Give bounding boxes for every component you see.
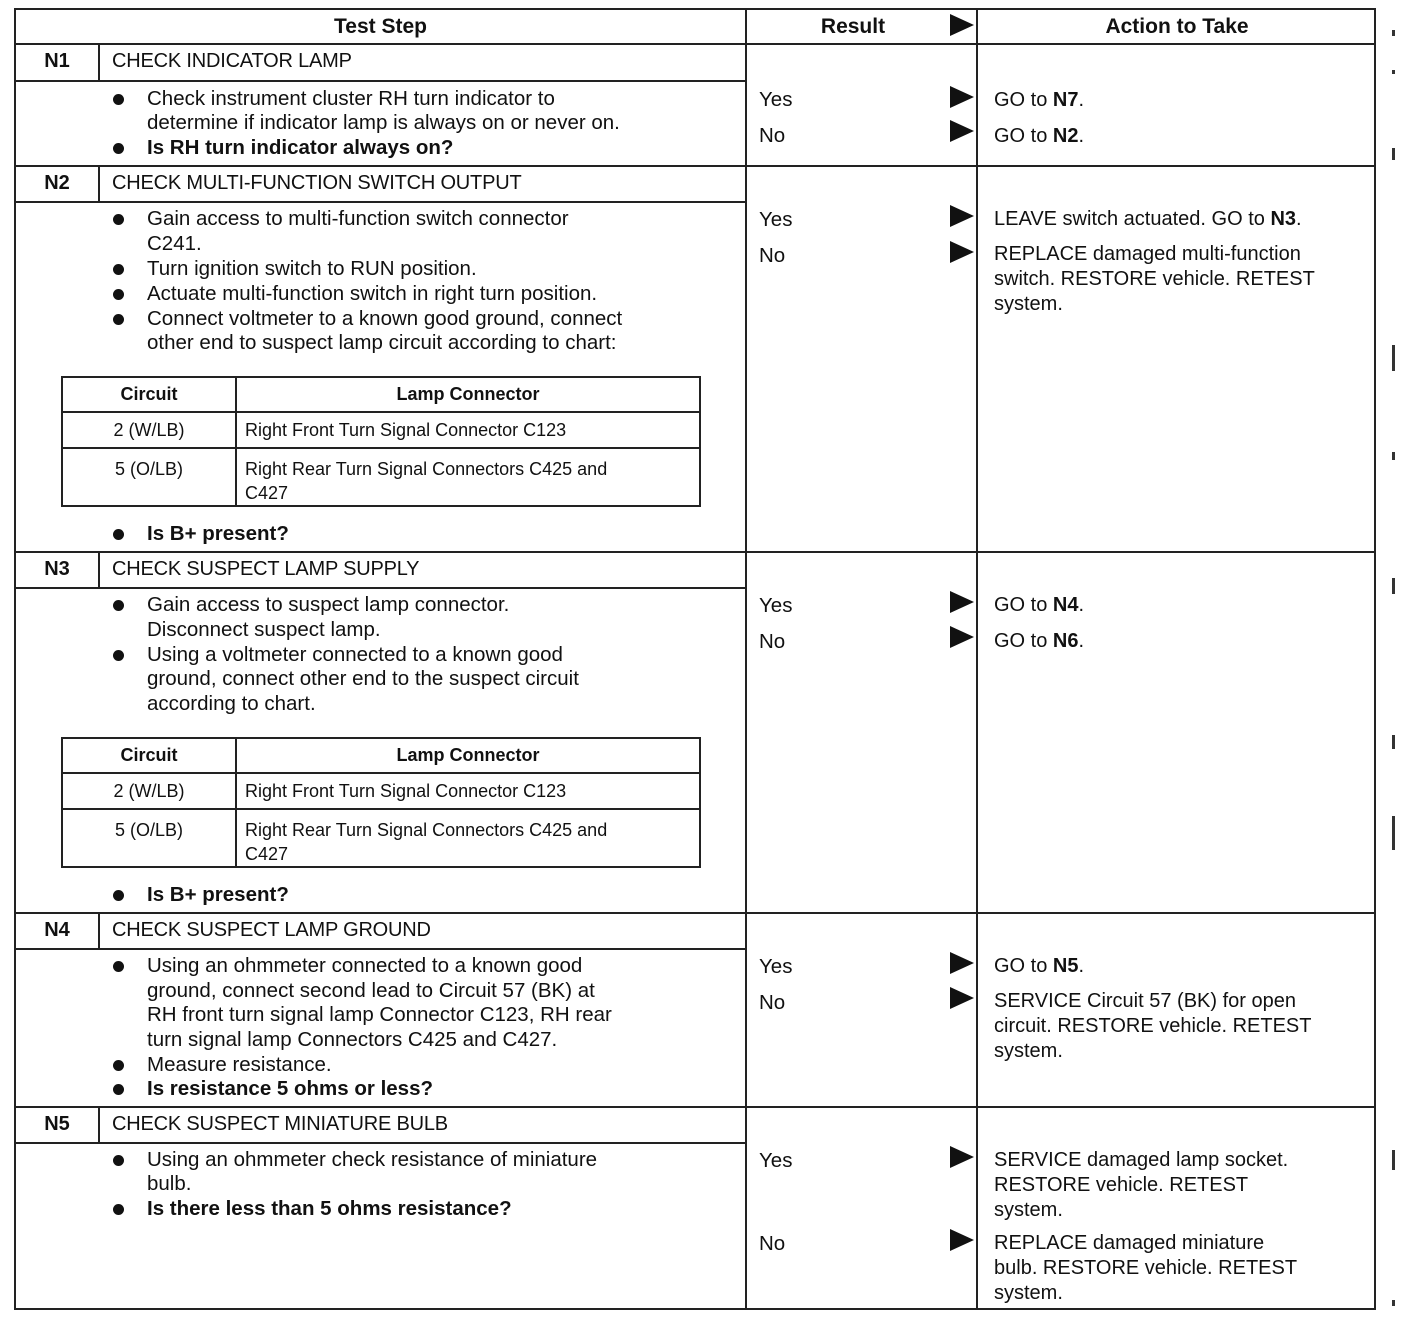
action-text: SERVICE damaged lamp socket. RESTORE vehicle. RETEST system. bbox=[994, 1149, 1289, 1221]
step-id-divider bbox=[98, 167, 100, 202]
table-cell-circuit: 5 (O/LB) bbox=[62, 809, 236, 867]
bullet-icon bbox=[113, 1204, 124, 1215]
arrow-icon bbox=[950, 1146, 974, 1168]
step-separator bbox=[16, 912, 1376, 914]
edge-mark bbox=[1392, 70, 1395, 74]
table-header-lamp-connector: Lamp Connector bbox=[236, 738, 700, 773]
circuit-table bbox=[61, 376, 701, 507]
arrow-icon bbox=[950, 241, 974, 263]
header-rule bbox=[16, 43, 1376, 45]
table-cell-connector: Right Front Turn Signal Connector C123 bbox=[236, 412, 700, 448]
step-instruction: Using an ohmmeter check resistance of miniature bbox=[147, 1148, 598, 1171]
step-instruction: Actuate multi-function switch in right turn position. bbox=[147, 282, 598, 305]
edge-mark bbox=[1392, 148, 1395, 160]
result-yes: Yes bbox=[759, 208, 793, 231]
diagnostic-table bbox=[14, 8, 1376, 1310]
column-divider bbox=[745, 10, 747, 1308]
table-cell-connector: Right Rear Turn Signal Connectors C425 and C427 bbox=[236, 809, 700, 867]
result-yes: Yes bbox=[759, 594, 793, 617]
step-title-rule bbox=[16, 201, 745, 203]
step-question: Is resistance 5 ohms or less? bbox=[147, 1077, 433, 1100]
arrow-icon bbox=[950, 1229, 974, 1251]
bullet-icon bbox=[113, 264, 124, 275]
result-yes: Yes bbox=[759, 88, 793, 111]
edge-mark bbox=[1392, 735, 1395, 749]
step-question: Is B+ present? bbox=[147, 883, 289, 906]
step-instruction: Using a voltmeter connected to a known good bbox=[147, 643, 563, 666]
table-cell-circuit: 2 (W/LB) bbox=[62, 773, 236, 809]
table-header-circuit: Circuit bbox=[62, 738, 236, 773]
edge-mark bbox=[1392, 452, 1395, 460]
result-no: No bbox=[759, 124, 786, 147]
step-id: N4 bbox=[44, 919, 70, 941]
step-id: N5 bbox=[44, 1113, 70, 1135]
step-instruction: Disconnect suspect lamp. bbox=[147, 618, 381, 641]
bullet-icon bbox=[113, 314, 124, 325]
bullet-icon bbox=[113, 961, 124, 972]
edge-mark bbox=[1392, 1300, 1395, 1306]
result-no: No bbox=[759, 991, 786, 1014]
arrow-icon bbox=[950, 987, 974, 1009]
step-question: Is B+ present? bbox=[147, 522, 289, 545]
table-cell-circuit: 2 (W/LB) bbox=[62, 412, 236, 448]
table-cell-connector: Right Front Turn Signal Connector C123 bbox=[236, 773, 700, 809]
table-header-circuit: Circuit bbox=[62, 377, 236, 412]
bullet-icon bbox=[113, 94, 124, 105]
step-separator bbox=[16, 165, 1376, 167]
step-separator bbox=[16, 551, 1376, 553]
arrow-icon bbox=[950, 626, 974, 648]
step-title: CHECK MULTI-FUNCTION SWITCH OUTPUT bbox=[112, 172, 522, 194]
step-instruction: Using an ohmmeter connected to a known good bbox=[147, 954, 583, 977]
table-row bbox=[62, 448, 700, 506]
action-text: SERVICE Circuit 57 (BK) for open circuit. RESTORE vehicle. RETEST system. bbox=[994, 990, 1312, 1062]
action-text: REPLACE damaged miniature bulb. RESTORE vehicle. RETEST system. bbox=[994, 1232, 1298, 1304]
result-no: No bbox=[759, 244, 786, 267]
bullet-icon bbox=[113, 890, 124, 901]
table-cell-circuit: 5 (O/LB) bbox=[62, 448, 236, 506]
bullet-icon bbox=[113, 600, 124, 611]
step-id: N2 bbox=[44, 172, 70, 194]
table-row bbox=[62, 773, 700, 809]
step-id-divider bbox=[98, 44, 100, 81]
step-question: Is there less than 5 ohms resistance? bbox=[147, 1197, 512, 1220]
step-instruction: Gain access to multi-function switch connector bbox=[147, 207, 569, 230]
edge-mark bbox=[1392, 816, 1395, 850]
step-instruction: ground, connect second lead to Circuit 57 (BK) at bbox=[147, 979, 595, 1002]
step-title-rule bbox=[16, 948, 745, 950]
edge-mark bbox=[1392, 345, 1395, 371]
step-instruction: according to chart. bbox=[147, 692, 316, 715]
result-no: No bbox=[759, 630, 786, 653]
header-test-step: Test Step bbox=[334, 15, 427, 38]
action-text: GO to N2. bbox=[994, 125, 1085, 147]
step-question: Is RH turn indicator always on? bbox=[147, 136, 454, 159]
step-instruction: C241. bbox=[147, 232, 202, 255]
bullet-icon bbox=[113, 1060, 124, 1071]
result-yes: Yes bbox=[759, 955, 793, 978]
action-text: GO to N6. bbox=[994, 630, 1085, 652]
edge-mark bbox=[1392, 30, 1395, 36]
step-instruction: Connect voltmeter to a known good ground, connect bbox=[147, 307, 623, 330]
step-id-divider bbox=[98, 914, 100, 949]
bullet-icon bbox=[113, 1155, 124, 1166]
step-title-rule bbox=[16, 80, 745, 82]
table-cell-connector: Right Rear Turn Signal Connectors C425 and C427 bbox=[236, 448, 700, 506]
action-text: GO to N7. bbox=[994, 89, 1085, 111]
action-text: GO to N4. bbox=[994, 594, 1085, 616]
step-instruction: Turn ignition switch to RUN position. bbox=[147, 257, 477, 280]
arrow-icon bbox=[950, 120, 974, 142]
step-title-rule bbox=[16, 587, 745, 589]
arrow-icon bbox=[950, 591, 974, 613]
bullet-icon bbox=[113, 289, 124, 300]
step-instruction: Check instrument cluster RH turn indicator to bbox=[147, 87, 555, 110]
header-arrow-icon bbox=[950, 14, 974, 36]
step-title: CHECK SUSPECT LAMP SUPPLY bbox=[112, 558, 420, 580]
step-id-divider bbox=[98, 1108, 100, 1143]
step-separator bbox=[16, 1106, 1376, 1108]
table-row bbox=[62, 809, 700, 867]
step-title-rule bbox=[16, 1142, 745, 1144]
table-row bbox=[62, 412, 700, 448]
step-instruction: Gain access to suspect lamp connector. bbox=[147, 593, 510, 616]
bullet-icon bbox=[113, 650, 124, 661]
circuit-table bbox=[61, 737, 701, 868]
arrow-icon bbox=[950, 86, 974, 108]
bullet-icon bbox=[113, 214, 124, 225]
result-yes: Yes bbox=[759, 1149, 793, 1172]
header-action: Action to Take bbox=[1105, 15, 1249, 38]
table-header-lamp-connector: Lamp Connector bbox=[236, 377, 700, 412]
step-instruction: ground, connect other end to the suspect circuit bbox=[147, 667, 579, 690]
action-text: GO to N5. bbox=[994, 955, 1085, 977]
step-instruction: determine if indicator lamp is always on or never on. bbox=[147, 111, 620, 134]
arrow-icon bbox=[950, 952, 974, 974]
step-instruction: bulb. bbox=[147, 1172, 192, 1195]
action-text: LEAVE switch actuated. GO to N3. bbox=[994, 208, 1302, 230]
step-instruction: other end to suspect lamp circuit according to chart: bbox=[147, 331, 617, 354]
step-title: CHECK INDICATOR LAMP bbox=[112, 50, 352, 72]
bullet-icon bbox=[113, 143, 124, 154]
action-text: REPLACE damaged multi-function switch. RESTORE vehicle. RETEST system. bbox=[994, 243, 1315, 315]
step-title: CHECK SUSPECT MINIATURE BULB bbox=[112, 1113, 448, 1135]
step-instruction: Measure resistance. bbox=[147, 1053, 332, 1076]
step-title: CHECK SUSPECT LAMP GROUND bbox=[112, 919, 431, 941]
step-id-divider bbox=[98, 553, 100, 588]
bullet-icon bbox=[113, 529, 124, 540]
edge-mark bbox=[1392, 578, 1395, 594]
step-instruction: RH front turn signal lamp Connector C123, RH rear bbox=[147, 1003, 612, 1026]
bullet-icon bbox=[113, 1084, 124, 1095]
result-no: No bbox=[759, 1232, 786, 1255]
step-id: N1 bbox=[44, 50, 70, 72]
step-instruction: turn signal lamp Connectors C425 and C427. bbox=[147, 1028, 558, 1051]
header-result: Result bbox=[820, 15, 886, 38]
edge-mark bbox=[1392, 1150, 1395, 1170]
step-id: N3 bbox=[44, 558, 70, 580]
arrow-icon bbox=[950, 205, 974, 227]
column-divider bbox=[976, 10, 978, 1308]
